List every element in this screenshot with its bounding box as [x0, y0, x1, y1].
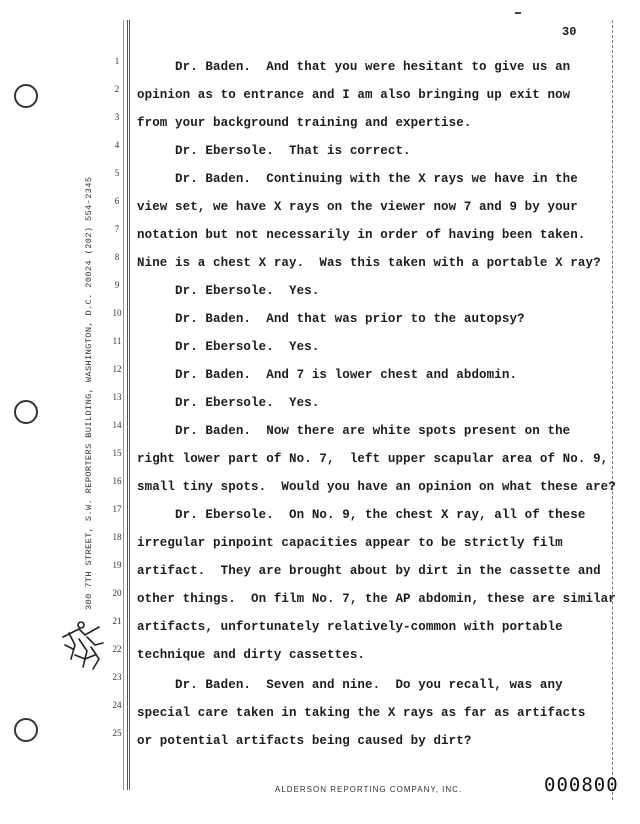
transcript-line: Dr. Baden. Continuing with the X rays we have in the [137, 172, 578, 186]
page-number: 30 [562, 25, 577, 39]
line-number: 18 [112, 532, 122, 542]
line-number: 3 [114, 112, 120, 122]
line-number: 14 [112, 420, 122, 430]
line-number: 1 [114, 56, 120, 66]
transcript-line: technique and dirty cassettes. [137, 648, 366, 662]
transcript-line: special care taken in taking the X rays as far as artifacts [137, 706, 586, 720]
punch-hole-top [14, 84, 38, 108]
line-number: 15 [112, 448, 122, 458]
line-number: 19 [112, 560, 122, 570]
transcript-line: Dr. Ebersole. Yes. [137, 284, 320, 298]
line-number: 5 [114, 168, 120, 178]
line-number: 12 [112, 364, 122, 374]
transcript-line: Dr. Baden. And that you were hesitant to give us an [137, 60, 571, 74]
transcript-line: Dr. Baden. Now there are white spots present on the [137, 424, 571, 438]
line-number: 22 [112, 644, 122, 654]
transcript-line: irregular pinpoint capacities appear to be strictly film [137, 536, 563, 550]
reporter-address-imprint [82, 160, 102, 610]
document-id-number: 000800 [544, 774, 619, 796]
transcript-line: view set, we have X rays on the viewer now 7 and 9 by your [137, 200, 578, 214]
transcript-line: artifact. They are brought about by dirt in the cassette and [137, 564, 601, 578]
margin-rule-left [127, 20, 130, 790]
punch-hole-middle [14, 400, 38, 424]
line-number: 10 [112, 308, 122, 318]
line-number: 6 [114, 196, 120, 206]
transcript-line: other things. On film No. 7, the AP abdomin, these are similar [137, 592, 616, 606]
line-number: 23 [112, 672, 122, 682]
transcript-line: Dr. Baden. Seven and nine. Do you recall, was any [137, 678, 563, 692]
line-number: 20 [112, 588, 122, 598]
transcript-line: Dr. Ebersole. On No. 9, the chest X ray, all of these [137, 508, 586, 522]
transcript-line: or potential artifacts being caused by dirt? [137, 734, 472, 748]
transcript-line: Dr. Ebersole. That is correct. [137, 144, 411, 158]
line-number: 16 [112, 476, 122, 486]
transcript-line: Dr. Ebersole. Yes. [137, 396, 320, 410]
reporter-address-text: 300 7TH STREET, S.W. REPORTERS BUILDING, WASHINGTON, D.C. 20024 (202) 554-2345 [84, 176, 94, 610]
transcript-line: small tiny spots. Would you have an opinion on what these are? [137, 480, 616, 494]
line-number: 21 [112, 616, 122, 626]
line-number: 7 [114, 224, 120, 234]
transcript-line: opinion as to entrance and I am also bringing up exit now [137, 88, 571, 102]
scan-mark [515, 12, 521, 14]
footer-company-name: ALDERSON REPORTING COMPANY, INC. [275, 785, 463, 794]
margin-rule-right [612, 20, 613, 800]
line-number: 24 [112, 700, 122, 710]
transcript-line: artifacts, unfortunately relatively-common with portable [137, 620, 563, 634]
transcript-line: notation but not necessarily in order of having been taken. [137, 228, 586, 242]
transcript-line: Dr. Baden. And that was prior to the autopsy? [137, 312, 525, 326]
line-number: 11 [112, 336, 122, 346]
line-number: 4 [114, 140, 120, 150]
transcript-line: from your background training and expertise. [137, 116, 472, 130]
punch-hole-bottom [14, 718, 38, 742]
line-number: 9 [114, 280, 120, 290]
reporter-logo-icon [55, 615, 115, 675]
transcript-line: Dr. Ebersole. Yes. [137, 340, 320, 354]
line-number: 17 [112, 504, 122, 514]
transcript-line: Nine is a chest X ray. Was this taken with a portable X ray? [137, 256, 601, 270]
transcript-line: Dr. Baden. And 7 is lower chest and abdomin. [137, 368, 518, 382]
line-number: 8 [114, 252, 120, 262]
line-number: 25 [112, 728, 122, 738]
line-number: 13 [112, 392, 122, 402]
line-number: 2 [114, 84, 120, 94]
transcript-line: right lower part of No. 7, left upper scapular area of No. 9, [137, 452, 609, 466]
